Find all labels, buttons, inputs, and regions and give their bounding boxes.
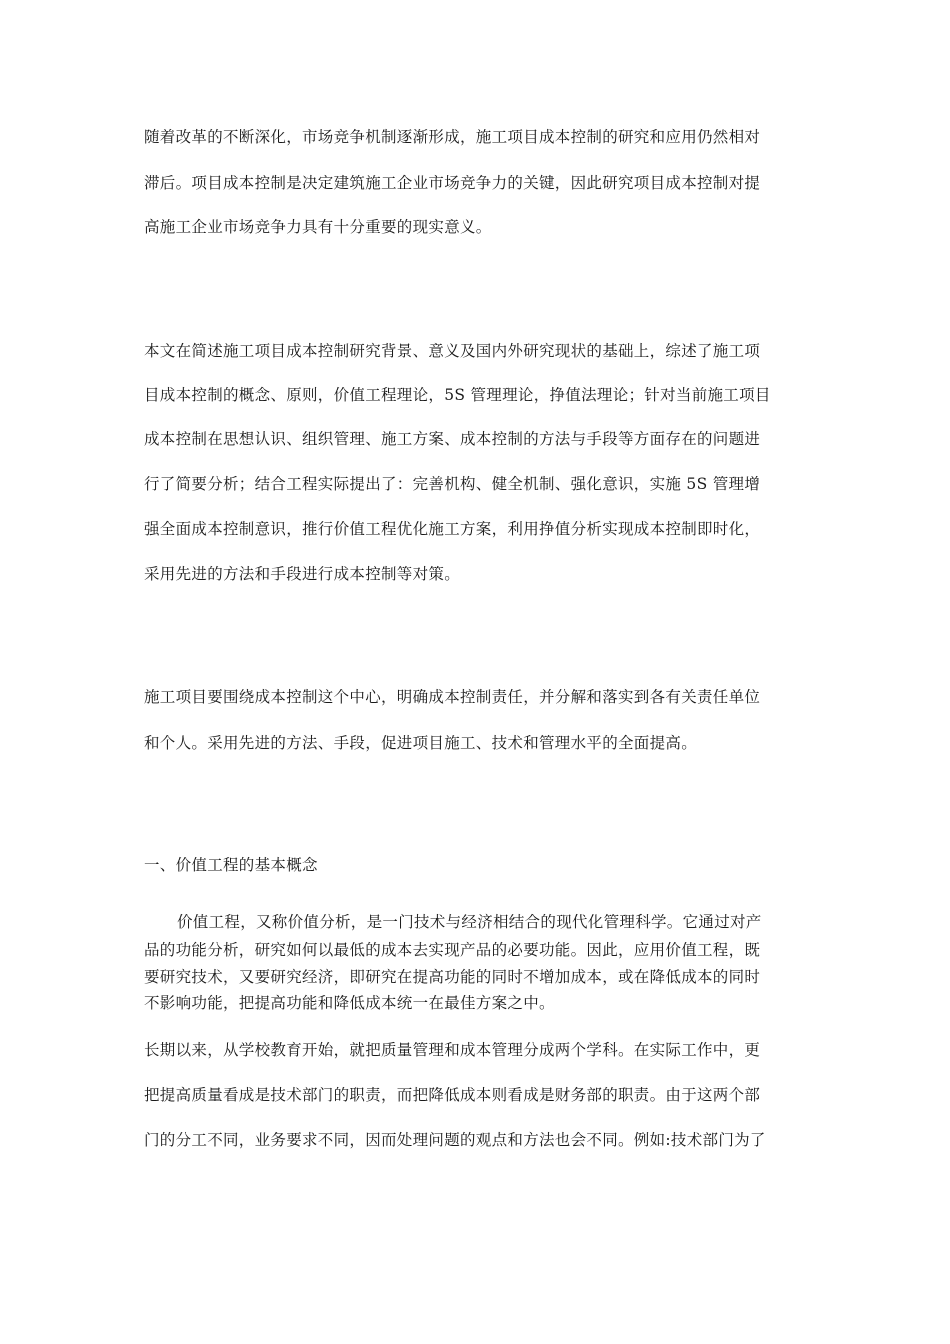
- paragraph-2-line-2: 目成本控制的概念、原则，价值工程理论，5S 管理理论，挣值法理论；针对当前施工项目: [144, 386, 771, 404]
- paragraph-5-line-1: 长期以来，从学校教育开始，就把质量管理和成本管理分成两个学科。在实际工作中，更: [144, 1041, 761, 1059]
- paragraph-1-line-3: 高施工企业市场竞争力具有十分重要的现实意义。: [144, 218, 492, 236]
- paragraph-4-line-2: 品的功能分析，研究如何以最低的成本去实现产品的必要功能。因此，应用价值工程，既: [144, 941, 761, 959]
- paragraph-1-line-2: 滞后。项目成本控制是决定建筑施工企业市场竞争力的关键，因此研究项目成本控制对提: [144, 174, 761, 192]
- paragraph-4-line-4: 不影响功能，把提高功能和降低成本统一在最佳方案之中。: [144, 994, 555, 1012]
- paragraph-4-line-3: 要研究技术，又要研究经济，即研究在提高功能的同时不增加成本，或在降低成本的同时: [144, 968, 761, 986]
- paragraph-2-line-5: 强全面成本控制意识，推行价值工程优化施工方案，利用挣值分析实现成本控制即时化，: [144, 520, 761, 538]
- paragraph-2-line-3: 成本控制在思想认识、组织管理、施工方案、成本控制的方法与手段等方面存在的问题进: [144, 430, 761, 448]
- paragraph-5-line-2: 把提高质量看成是技术部门的职责，而把降低成本则看成是财务部的职责。由于这两个部: [144, 1086, 761, 1104]
- section-heading: 一、价值工程的基本概念: [144, 856, 318, 874]
- paragraph-5-line-3: 门的分工不同，业务要求不同，因而处理问题的观点和方法也会不同。例如:技术部门为了: [144, 1131, 766, 1149]
- paragraph-1-line-1: 随着改革的不断深化，市场竞争机制逐渐形成，施工项目成本控制的研究和应用仍然相对: [144, 128, 761, 146]
- paragraph-4-line-1: 价值工程，又称价值分析，是一门技术与经济相结合的现代化管理科学。它通过对产: [177, 913, 762, 931]
- paragraph-2-line-6: 采用先进的方法和手段进行成本控制等对策。: [144, 565, 461, 583]
- paragraph-3-line-2: 和个人。采用先进的方法、手段，促进项目施工、技术和管理水平的全面提高。: [144, 734, 698, 752]
- paragraph-2-line-1: 本文在简述施工项目成本控制研究背景、意义及国内外研究现状的基础上，综述了施工项: [144, 342, 761, 360]
- paragraph-3-line-1: 施工项目要围绕成本控制这个中心，明确成本控制责任，并分解和落实到各有关责任单位: [144, 688, 761, 706]
- paragraph-2-line-4: 行了简要分析；结合工程实际提出了：完善机构、健全机制、强化意识，实施 5S 管理增: [144, 475, 761, 493]
